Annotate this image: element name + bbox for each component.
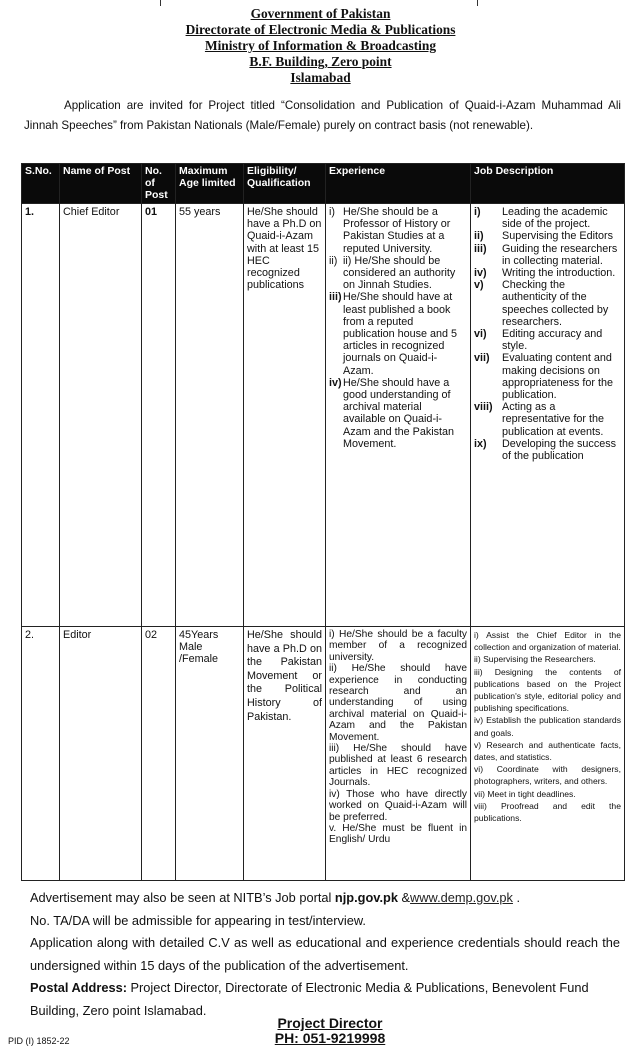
portal-link-demp[interactable]: www.demp.gov.pk xyxy=(410,890,513,905)
list-item: iv) Writing the introduction. xyxy=(474,267,616,280)
header-qualification: Eligibility/ Qualification xyxy=(244,164,326,204)
footer-notes xyxy=(30,887,620,1022)
cell-post-count: 01 xyxy=(142,204,176,627)
cell-experience xyxy=(326,627,471,881)
experience-list xyxy=(329,206,467,450)
application-note: Application along with detailed C.V as well as educational and experience credentials should reach the undersigned within 15 days of the publication of the advertisement. xyxy=(30,935,620,973)
list-item: iii) He/She should have at least published a book from a reputed publication house and 5 articles in recognized journals on Quaid-i-Azam. xyxy=(329,291,458,377)
header-post-name: Name of Post xyxy=(60,164,142,204)
table-row xyxy=(22,627,625,881)
pid-number: PID (I) 1852-22 xyxy=(8,1036,70,1046)
list-item: iii) Guiding the researchers in collecting material. xyxy=(474,242,618,267)
list-item: iv) Establish the publication standards and goals. xyxy=(474,715,621,738)
list-item: ix) Developing the success of the publication xyxy=(474,437,617,463)
cell-post-name: Editor xyxy=(60,627,142,881)
portal-note: Advertisement may also be seen at NITB’s Job portal njp.gov.pk &www.demp.gov.pk . xyxy=(30,890,521,905)
cell-age-limit: 45Years Male /Female xyxy=(176,627,244,881)
postal-address-label: Postal Address: xyxy=(30,980,127,995)
cell-post-name: Chief Editor xyxy=(60,204,142,627)
cell-sno: 2. xyxy=(22,627,60,881)
list-item: vi) Editing accuracy and style. xyxy=(474,328,603,353)
list-item: v) Research and authenticate facts, dates, and statistics. xyxy=(474,739,621,763)
header-building: B.F. Building, Zero point xyxy=(249,54,392,69)
list-item: viii) Proofread and edit the publications. xyxy=(474,800,621,824)
cell-age-limit: 55 years xyxy=(176,204,244,627)
cell-job-description xyxy=(471,204,625,627)
header-experience: Experience xyxy=(326,164,471,204)
header-post-count: No. of Post xyxy=(142,164,176,204)
list-item: viii) Acting as a representative for the publication at events. xyxy=(474,401,605,438)
header-age-limit: Maximum Age limited xyxy=(176,164,244,204)
document-header xyxy=(0,6,641,86)
header-ministry: Ministry of Information & Broadcasting xyxy=(204,38,437,53)
intro-paragraph: Application are invited for Project titled “Consolidation and Publication of Quaid-i-Azam Muhammad Ali Jinnah Speeches” from Pakistan Nationals (Male/Female) purely on contract basis (not renewable). xyxy=(24,99,621,132)
list-item: i) Assist the Chief Editor in the collection and organization of material. xyxy=(474,630,621,653)
cell-post-count: 02 xyxy=(142,627,176,881)
list-item: i) He/She should be a Professor of History or Pakistan Studies at a reputed University. xyxy=(329,206,451,255)
header-directorate: Directorate of Electronic Media & Publications xyxy=(185,22,456,37)
list-item: vi) Coordinate with designers, photographers, writers, and others. xyxy=(474,764,621,787)
list-item: ii) Supervising the Researchers. xyxy=(474,654,596,665)
portal-link-njp[interactable]: njp.gov.pk xyxy=(334,890,398,905)
signature-phone: PH: 051-9219998 xyxy=(274,1030,386,1046)
list-item: iv) Those who have directly worked on Quaid-i-Azam will be preferred. xyxy=(329,788,467,823)
signature-title: Project Director xyxy=(277,1015,383,1031)
list-item: ii) ii) He/She should be considered an authority on Jinnah Studies. xyxy=(329,254,456,292)
list-item: iii) He/She should have published at least 6 research articles in HEC recognized Journals. xyxy=(329,743,467,789)
list-item: v. He/She must be fluent in English/ Urdu xyxy=(329,822,467,846)
list-item: vii) Meet in tight deadlines. xyxy=(474,788,576,799)
cell-job-description xyxy=(471,627,625,881)
header-city: Islamabad xyxy=(290,70,351,85)
list-item: ii) He/She should have experience in conducting research and an understanding of using archival material on Quaid-i-Azam and the Pakistan Movement. xyxy=(329,663,467,743)
cell-qualification: He/She should have a Ph.D on Quaid-i-Azam with at least 15 HEC recognized publications xyxy=(244,204,326,627)
cell-sno: 1. xyxy=(22,204,60,627)
duties-list xyxy=(474,206,621,462)
cell-experience xyxy=(326,204,471,627)
cell-qualification: He/She should have a Ph.D on the Pakistan Movement or the Political History of Pakistan. xyxy=(244,627,326,881)
list-item: iv) He/She should have a good understanding of archival material available on Quaid-i-Azam and the Pakistan Movement. xyxy=(329,376,455,450)
header-job-description: Job Description xyxy=(471,164,625,204)
header-sno: S.No. xyxy=(22,164,60,204)
list-item: v) Checking the authenticity of the speeches collected by researchers. xyxy=(474,279,609,328)
list-item: i) Leading the academic side of the project. xyxy=(474,206,608,231)
header-government: Government of Pakistan xyxy=(250,6,391,21)
list-item: vii) Evaluating content and making decisions on appropriateness for the publication. xyxy=(474,352,614,402)
signature-block xyxy=(200,1016,460,1046)
table-header-row xyxy=(22,164,625,204)
table-row xyxy=(22,204,625,627)
jobs-table xyxy=(21,163,625,881)
list-item: ii) Supervising the Editors xyxy=(474,230,614,243)
ta-da-note: No. TA/DA will be admissible for appearing in test/interview. xyxy=(30,912,366,928)
list-item: i) He/She should be a faculty member of a recognized university. xyxy=(329,629,467,663)
list-item: iii) Designing the contents of publications based on the Project publication's style, editorial policy and publishing specifications. xyxy=(474,666,621,714)
postal-address-text: Project Director, Directorate of Electronic Media & Publications, Benevolent Fund Building, Zero point Islamabad. xyxy=(30,980,589,1018)
